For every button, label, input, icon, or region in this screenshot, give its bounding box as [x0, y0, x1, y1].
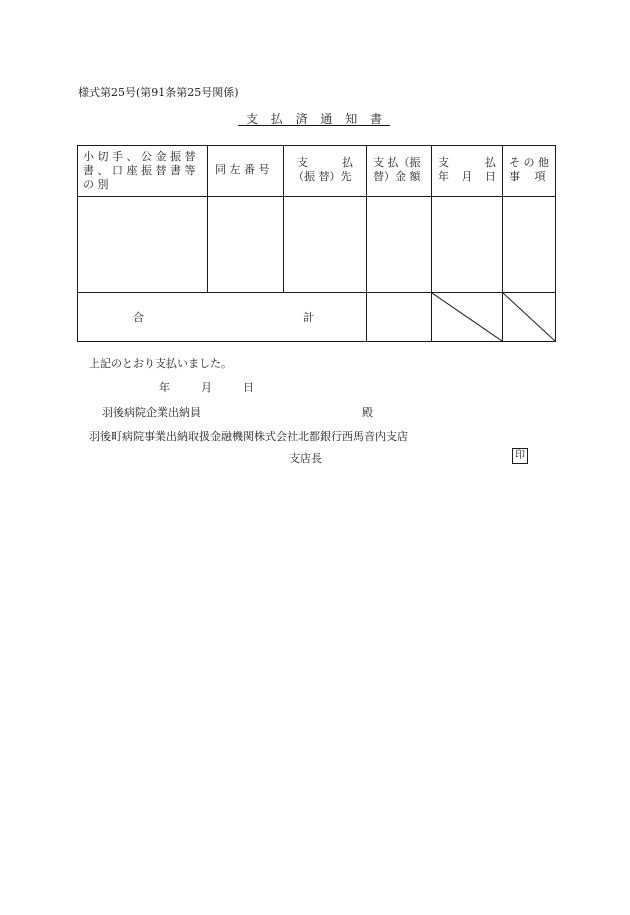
header-divider	[77, 196, 556, 197]
header-text: 月	[461, 170, 473, 183]
col-divider	[207, 145, 208, 292]
total-label-right: 計	[303, 311, 314, 324]
header-text: 払	[342, 156, 353, 169]
header-text: 書 、 口 座 振 替 書 等	[83, 164, 196, 177]
header-text: 事 項	[509, 170, 546, 183]
recipient-honorific: 殿	[362, 406, 373, 419]
total-label-left: 合	[133, 311, 144, 324]
table-border-top	[77, 145, 556, 146]
col-divider	[366, 145, 367, 342]
closing-statement: 上記のとおり支払いました。	[89, 357, 232, 370]
title-char: 支	[246, 112, 259, 126]
diagonal-slash	[432, 293, 502, 341]
title-char: 通	[320, 112, 333, 126]
table-border-bottom	[77, 341, 556, 342]
header-text: 払	[485, 156, 496, 169]
header-text: 支	[438, 156, 449, 169]
form-number: 様式第25号(第91条第25号関係)	[78, 86, 239, 99]
date-month-label: 月	[201, 381, 212, 394]
header-text: 年	[438, 170, 449, 183]
header-amount	[373, 156, 421, 184]
title-char: 書	[369, 112, 382, 126]
date-line	[159, 379, 254, 395]
header-text: 小 切 手 、 公 金 振 替	[83, 150, 196, 163]
header-other	[509, 156, 549, 184]
bank-name: 羽後町病院事業出納取扱金融機関株式会社北都銀行西馬音内支店	[89, 430, 408, 443]
header-text: 日	[485, 170, 496, 183]
col-divider	[283, 145, 284, 292]
table-border-left	[77, 145, 78, 342]
header-text: 替）金 額	[373, 170, 421, 183]
seal-box: 印	[512, 448, 528, 464]
header-same-number	[215, 163, 270, 177]
header-text: （振 替）先	[293, 170, 352, 183]
header-text: そ の 他	[509, 156, 549, 169]
header-payment-type	[83, 150, 195, 192]
recipient: 羽後病院企業出納員	[102, 406, 201, 419]
header-payment-date	[438, 156, 496, 184]
payment-table	[77, 145, 556, 342]
header-text: 支	[297, 156, 308, 169]
header-payee	[293, 156, 357, 184]
header-text: 同 左 番 号	[215, 163, 270, 176]
title-char: 払	[270, 112, 283, 126]
document-title	[238, 110, 390, 126]
date-day-label: 日	[243, 381, 254, 394]
branch-manager: 支店長	[289, 452, 322, 465]
date-year-label: 年	[159, 381, 170, 394]
header-text: の 別	[83, 178, 109, 191]
header-text: 支 払（振	[373, 156, 421, 169]
title-char: 済	[295, 112, 308, 126]
diagonal-slash	[503, 293, 555, 341]
title-char: 知	[345, 112, 358, 126]
table-border-right	[555, 145, 556, 342]
